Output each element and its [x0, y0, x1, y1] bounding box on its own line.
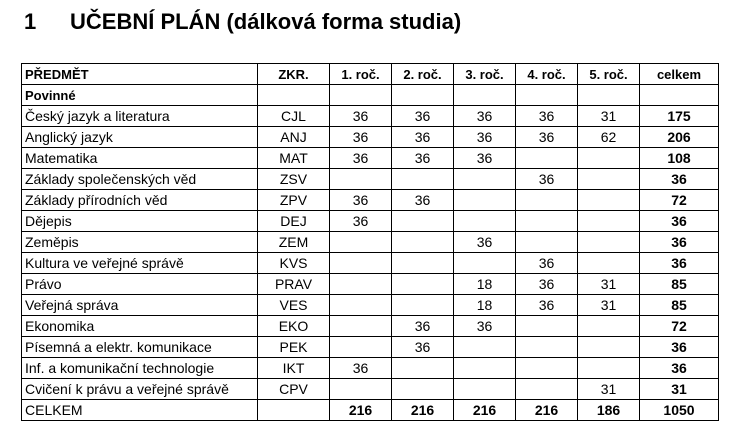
- subject-cell: Český jazyk a literatura: [22, 106, 258, 127]
- subject-cell: Veřejná správa: [22, 295, 258, 316]
- table-row: [22, 295, 719, 316]
- total-cell: 72: [640, 316, 719, 337]
- year-1-cell: 36: [330, 148, 392, 169]
- year-5-cell: [578, 337, 640, 358]
- year-1-cell: [330, 337, 392, 358]
- year-5-cell: 186: [578, 400, 640, 421]
- subject-cell: Základy přírodních věd: [22, 190, 258, 211]
- table-row: [22, 169, 719, 190]
- year-4-cell: [516, 316, 578, 337]
- year-1-cell: [330, 253, 392, 274]
- table-body: [22, 85, 719, 421]
- year-5-cell: [578, 211, 640, 232]
- total-cell: 36: [640, 169, 719, 190]
- table-row: [22, 211, 719, 232]
- year-4-cell: [516, 190, 578, 211]
- year-2-cell: 36: [392, 106, 454, 127]
- year-5-cell: 31: [578, 295, 640, 316]
- total-cell: 36: [640, 253, 719, 274]
- year-2-cell: 36: [392, 337, 454, 358]
- abbr-cell: PRAV: [258, 274, 330, 295]
- year-1-cell: [330, 379, 392, 400]
- year-2-cell: [392, 253, 454, 274]
- year-4-cell: 36: [516, 169, 578, 190]
- year-5-cell: [578, 148, 640, 169]
- subject-cell: CELKEM: [22, 400, 258, 421]
- empty-cell: [258, 85, 330, 106]
- year-4-cell: 216: [516, 400, 578, 421]
- year-2-cell: [392, 274, 454, 295]
- year-4-cell: [516, 358, 578, 379]
- year-3-cell: 18: [454, 274, 516, 295]
- year-5-cell: [578, 316, 640, 337]
- year-3-cell: 18: [454, 295, 516, 316]
- year-3-cell: [454, 379, 516, 400]
- year-3-cell: 36: [454, 232, 516, 253]
- abbr-cell: MAT: [258, 148, 330, 169]
- abbr-cell: DEJ: [258, 211, 330, 232]
- year-5-cell: [578, 232, 640, 253]
- year-4-cell: 36: [516, 106, 578, 127]
- table-row: [22, 190, 719, 211]
- subject-cell: Matematika: [22, 148, 258, 169]
- year-3-cell: 36: [454, 148, 516, 169]
- subject-cell: Základy společenských věd: [22, 169, 258, 190]
- header-year-5: 5. roč.: [578, 64, 640, 85]
- abbr-cell: KVS: [258, 253, 330, 274]
- year-3-cell: [454, 211, 516, 232]
- year-2-cell: [392, 379, 454, 400]
- year-3-cell: [454, 358, 516, 379]
- subject-cell: Kultura ve veřejné správě: [22, 253, 258, 274]
- heading-number: 1: [24, 9, 37, 34]
- year-3-cell: 36: [454, 127, 516, 148]
- subject-cell: Anglický jazyk: [22, 127, 258, 148]
- abbr-cell: IKT: [258, 358, 330, 379]
- empty-cell: [330, 85, 392, 106]
- empty-cell: [454, 85, 516, 106]
- year-1-cell: 36: [330, 106, 392, 127]
- header-year-1: 1. roč.: [330, 64, 392, 85]
- abbr-cell: ZPV: [258, 190, 330, 211]
- empty-cell: [578, 85, 640, 106]
- group-row: [22, 85, 719, 106]
- table-row: [22, 358, 719, 379]
- abbr-cell: PEK: [258, 337, 330, 358]
- empty-cell: [640, 85, 719, 106]
- total-cell: 206: [640, 127, 719, 148]
- table-row: [22, 127, 719, 148]
- abbr-cell: ZSV: [258, 169, 330, 190]
- table-row: [22, 106, 719, 127]
- subject-cell: Písemná a elektr. komunikace: [22, 337, 258, 358]
- table-header-row: [22, 64, 719, 85]
- year-4-cell: [516, 211, 578, 232]
- year-2-cell: [392, 295, 454, 316]
- year-1-cell: 216: [330, 400, 392, 421]
- year-3-cell: 36: [454, 106, 516, 127]
- heading-title: UČEBNÍ PLÁN (dálková forma studia): [70, 9, 462, 34]
- year-4-cell: 36: [516, 127, 578, 148]
- year-3-cell: 36: [454, 316, 516, 337]
- year-3-cell: 216: [454, 400, 516, 421]
- total-cell: 72: [640, 190, 719, 211]
- year-4-cell: 36: [516, 253, 578, 274]
- year-3-cell: [454, 169, 516, 190]
- total-cell: 175: [640, 106, 719, 127]
- year-5-cell: 31: [578, 379, 640, 400]
- header-total: celkem: [640, 64, 719, 85]
- total-cell: 1050: [640, 400, 719, 421]
- year-4-cell: [516, 379, 578, 400]
- abbr-cell: CJL: [258, 106, 330, 127]
- subject-cell: Inf. a komunikační technologie: [22, 358, 258, 379]
- year-3-cell: [454, 337, 516, 358]
- summary-row: [22, 400, 719, 421]
- year-4-cell: 36: [516, 295, 578, 316]
- year-2-cell: [392, 232, 454, 253]
- year-1-cell: [330, 169, 392, 190]
- year-5-cell: 62: [578, 127, 640, 148]
- table-row: [22, 253, 719, 274]
- total-cell: 36: [640, 358, 719, 379]
- empty-cell: [392, 85, 454, 106]
- empty-cell: [516, 85, 578, 106]
- subject-cell: Právo: [22, 274, 258, 295]
- year-5-cell: 31: [578, 106, 640, 127]
- header-year-3: 3. roč.: [454, 64, 516, 85]
- year-2-cell: 36: [392, 127, 454, 148]
- table-row: [22, 232, 719, 253]
- year-2-cell: 36: [392, 148, 454, 169]
- subject-cell: Ekonomika: [22, 316, 258, 337]
- year-4-cell: [516, 337, 578, 358]
- subject-cell: Cvičení k právu a veřejné správě: [22, 379, 258, 400]
- year-5-cell: 31: [578, 274, 640, 295]
- year-1-cell: 36: [330, 127, 392, 148]
- year-1-cell: [330, 316, 392, 337]
- total-cell: 36: [640, 337, 719, 358]
- year-3-cell: [454, 253, 516, 274]
- total-cell: 85: [640, 274, 719, 295]
- year-3-cell: [454, 190, 516, 211]
- abbr-cell: VES: [258, 295, 330, 316]
- total-cell: 85: [640, 295, 719, 316]
- abbr-cell: ZEM: [258, 232, 330, 253]
- year-4-cell: [516, 148, 578, 169]
- year-1-cell: [330, 274, 392, 295]
- year-1-cell: 36: [330, 358, 392, 379]
- year-2-cell: 36: [392, 190, 454, 211]
- year-2-cell: 216: [392, 400, 454, 421]
- year-1-cell: 36: [330, 211, 392, 232]
- header-year-4: 4. roč.: [516, 64, 578, 85]
- subject-cell: Dějepis: [22, 211, 258, 232]
- total-cell: 36: [640, 232, 719, 253]
- table-row: [22, 379, 719, 400]
- year-5-cell: [578, 253, 640, 274]
- year-2-cell: [392, 169, 454, 190]
- curriculum-table: [21, 63, 719, 421]
- header-abbr: ZKR.: [258, 64, 330, 85]
- year-1-cell: 36: [330, 190, 392, 211]
- abbr-cell: CPV: [258, 379, 330, 400]
- page-heading: [24, 6, 461, 38]
- header-year-2: 2. roč.: [392, 64, 454, 85]
- table-row: [22, 148, 719, 169]
- year-2-cell: [392, 211, 454, 232]
- year-1-cell: [330, 232, 392, 253]
- year-5-cell: [578, 169, 640, 190]
- total-cell: 108: [640, 148, 719, 169]
- abbr-cell: [258, 400, 330, 421]
- year-4-cell: [516, 232, 578, 253]
- abbr-cell: EKO: [258, 316, 330, 337]
- year-5-cell: [578, 358, 640, 379]
- total-cell: 36: [640, 211, 719, 232]
- year-5-cell: [578, 190, 640, 211]
- year-2-cell: [392, 358, 454, 379]
- table-row: [22, 274, 719, 295]
- table-row: [22, 316, 719, 337]
- abbr-cell: ANJ: [258, 127, 330, 148]
- year-4-cell: 36: [516, 274, 578, 295]
- table-row: [22, 337, 719, 358]
- year-1-cell: [330, 295, 392, 316]
- header-subject: PŘEDMĚT: [22, 64, 258, 85]
- subject-cell: Zeměpis: [22, 232, 258, 253]
- group-label: Povinné: [22, 85, 258, 106]
- total-cell: 31: [640, 379, 719, 400]
- year-2-cell: 36: [392, 316, 454, 337]
